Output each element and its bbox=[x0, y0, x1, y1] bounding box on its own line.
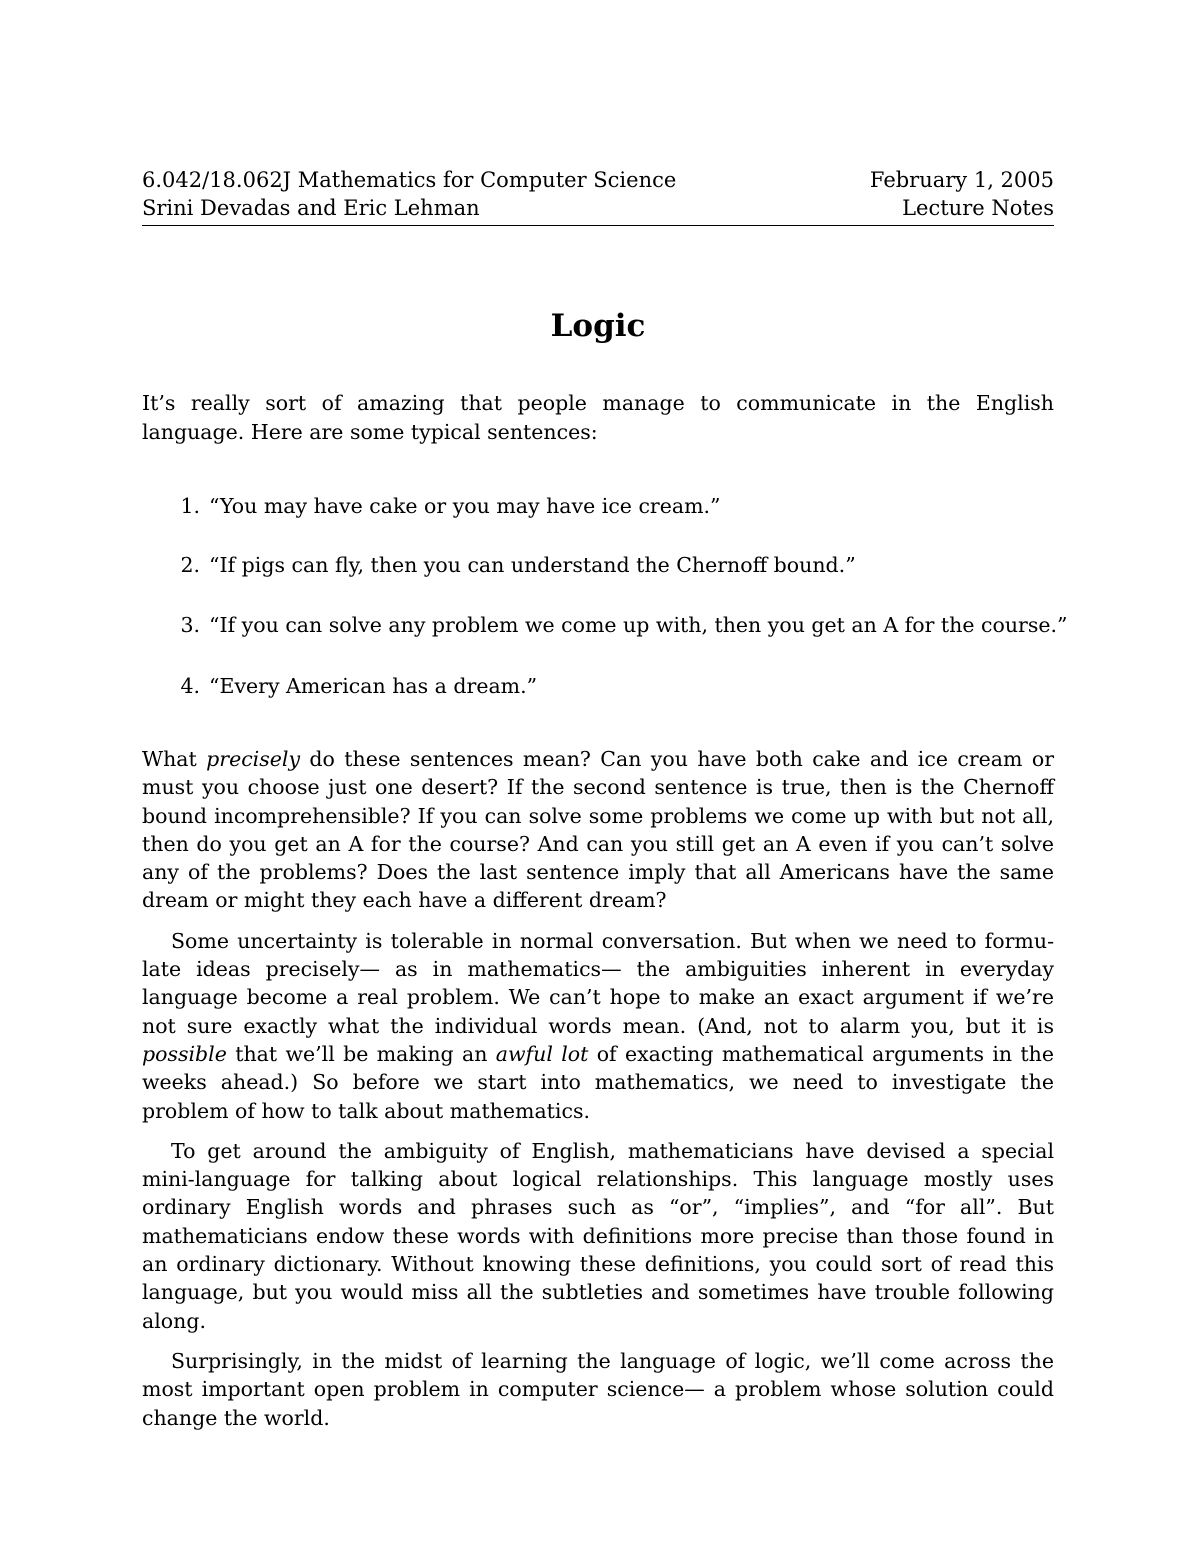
page-header bbox=[142, 166, 1054, 226]
text-run: do these sentences mean? Can you have both cake and ice cream or must you choose just one desert? If the second sentence is true, then is the Chernoff bound incomprehensible? If you can solve some problems we come up with but not all, then do you get an A for the course? And can you still get an A even if you can’t solve any of the problems? Does the last sentence imply that all Americans have the same dream or might they each have a different dream? bbox=[142, 747, 1054, 913]
header-row-2 bbox=[142, 194, 1054, 222]
intro-paragraph: It’s really sort of amazing that people manage to communicate in the English language. Here are some typical sentences: bbox=[142, 391, 1054, 444]
text-run: What bbox=[142, 747, 207, 771]
document-type: Lecture Notes bbox=[902, 196, 1054, 220]
list-item bbox=[142, 492, 1054, 520]
lecture-date: February 1, 2005 bbox=[869, 168, 1054, 192]
list-item-text: “You may have cake or you may have ice cream.” bbox=[209, 494, 721, 518]
list-item bbox=[142, 611, 1068, 639]
page-title: Logic bbox=[550, 308, 646, 344]
authors: Srini Devadas and Eric Lehman bbox=[142, 196, 480, 220]
list-item-number: 4. bbox=[180, 674, 200, 698]
list-item-text: “Every American has a dream.” bbox=[209, 674, 538, 698]
list-item bbox=[142, 551, 1054, 579]
list-item-text: “If you can solve any problem we come up with, then you get an A for the course.” bbox=[209, 613, 1068, 637]
emphasis: possible bbox=[142, 1041, 227, 1066]
paragraph-questions bbox=[142, 745, 1054, 915]
list-item-text: “If pigs can fly, then you can understand the Chernoff bound.” bbox=[209, 553, 856, 577]
emphasis: awful lot bbox=[495, 1041, 589, 1066]
list-item-number: 1. bbox=[180, 494, 200, 518]
header-row-1 bbox=[142, 166, 1054, 194]
paragraph-open-problem: Surprisingly, in the midst of learning the language of logic, we’ll come across the most important open problem in computer science— a problem whose solution could change the world. bbox=[142, 1348, 1054, 1430]
body-text bbox=[142, 745, 1054, 1444]
course-title: 6.042/18.062J Mathematics for Computer Science bbox=[142, 168, 677, 192]
list-item-number: 3. bbox=[180, 613, 200, 637]
text-run: that we’ll be making an bbox=[226, 1041, 496, 1066]
paragraph-mini-language: To get around the ambiguity of English, mathematicians have devised a special mini-language for talking about logical relationships. This language mostly uses ordinary English words and phrases such as “or”, “implies”, and “for all”. But mathematicians endow these words with definitions more precise than those found in an ordinary dictionary. Without knowing these definitions, you could sort of read this language, but you would miss all the subtleties and sometimes have trouble following along. bbox=[142, 1138, 1054, 1333]
list-item-number: 2. bbox=[180, 553, 200, 577]
list-item bbox=[142, 672, 1054, 700]
emphasis: precisely bbox=[206, 747, 301, 771]
text-run: of exacting mathematical arguments in the weeks ahead.) So before we start into mathematics, we need to investigate the problem of how to talk about mathematics. bbox=[142, 1041, 1054, 1123]
paragraph-uncertainty bbox=[142, 927, 1054, 1125]
text-run: Some uncertainty is tolerable in normal conversation. But when we need to formulate ideas precisely— as in mathematics— the ambiguities inherent in everyday language become a real problem. We can’t hope to make an exact argument if we’re not sure exactly what the individual words mean. (And, not to alarm you, but it is bbox=[142, 928, 1054, 1038]
